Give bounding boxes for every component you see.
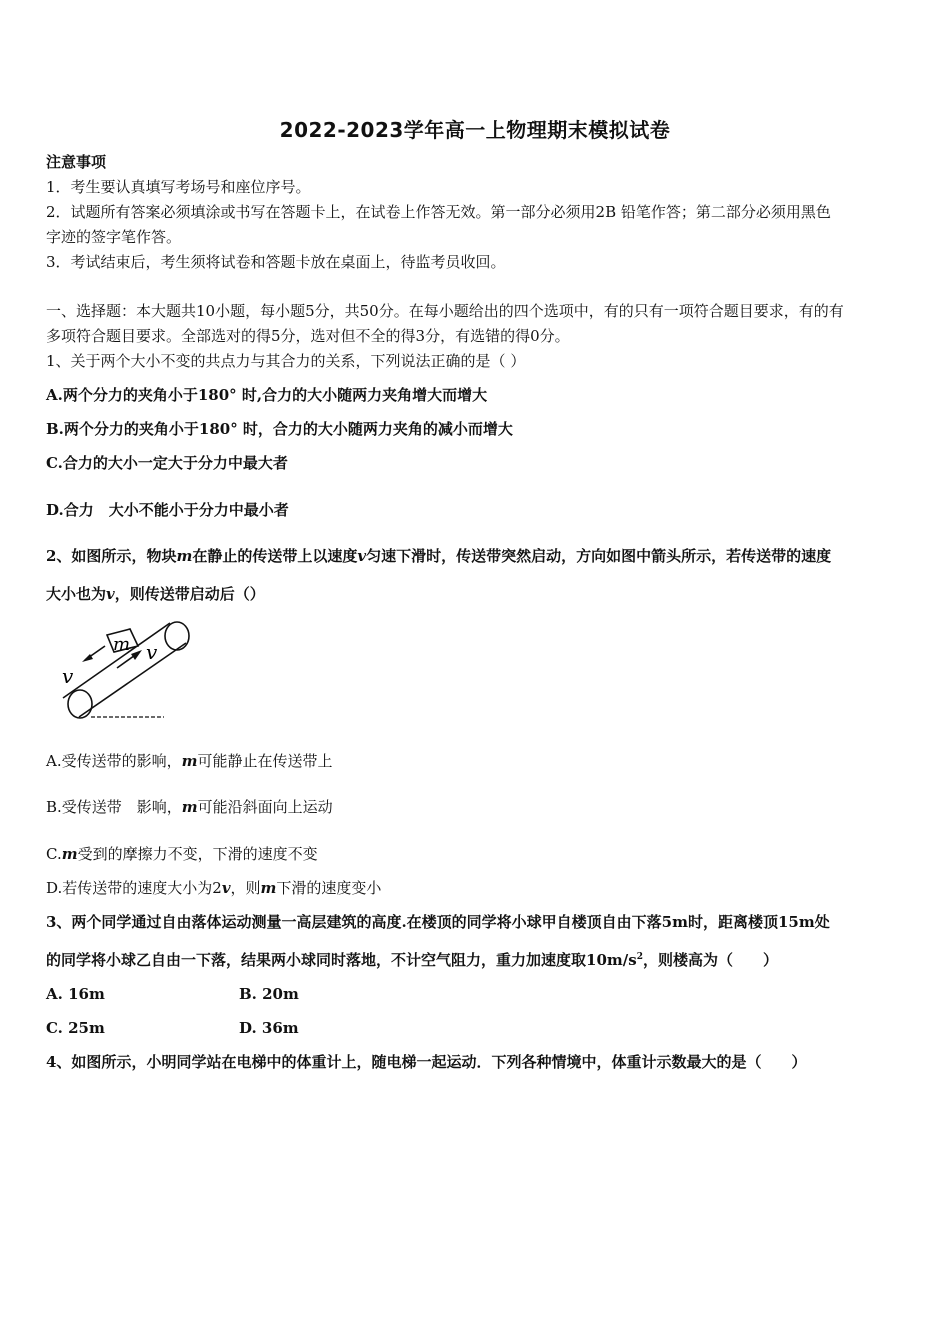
section-heading-cont: 多项符合题目要求。全部选对的得5分，选对但不全的得3分，有选错的得0分。 [46,327,570,345]
notice-item-2: 2．试题所有答案必须填涂或书写在答题卡上，在试卷上作答无效。第一部分必须用2B 铅笔作答；第二部分必须用黑色 [46,203,831,221]
lower-roller [68,690,92,718]
q1-stem: 1、关于两个大小不变的共点力与其合力的关系，下列说法正确的是（ ） [46,352,526,370]
q4-stem: 4、如图所示，小明同学站在电梯中的体重计上，随电梯一起运动．下列各种情境中，体重计示数最大的是（ ） [46,1053,807,1071]
label-m: m [113,634,131,655]
q2-option-d: D.若传送带的速度大小为2v，则m下滑的速度变小 [46,879,382,897]
q3-option-b: B. 20m [239,985,299,1003]
q3-option-c: C. 25m [46,1019,105,1037]
label-v-block: v [62,664,74,688]
q2-stem: 2、如图所示，物块m在静止的传送带上以速度v匀速下滑时，传送带突然启动，方向如图中箭头所示，若传送带的速度 [46,547,832,565]
q1-option-c: C.合力的大小一定大于分力中最大者 [46,454,288,472]
notice-item-1: 1．考生要认真填写考场号和座位序号。 [46,178,311,196]
q2-option-c: C.m受到的摩擦力不变，下滑的速度不变 [46,845,318,863]
q2-option-b: B.受传送带 影响，m可能沿斜面向上运动 [46,798,333,816]
q3-stem-cont: 的同学将小球乙自由一下落，结果两小球同时落地，不计空气阻力，重力加速度取$10m/s^2$，则楼高为（ ） [46,951,778,969]
q3-stem: 3、两个同学通过自由落体运动测量一高层建筑的高度.在楼顶的同学将小球甲自楼顶自由下落5m时，距离楼顶15m处 [46,913,830,931]
label-v-belt: v [146,640,158,664]
belt-velocity-arrowhead [131,650,142,660]
q2-option-a: A.受传送带的影响，m可能静止在传送带上 [46,752,333,770]
section-heading: 一、选择题：本大题共10小题，每小题5分，共50分。在每小题给出的四个选项中，有的只有一项符合题目要求，有的有 [46,302,844,320]
q1-option-b: B.两个分力的夹角小于180° 时，合力的大小随两力夹角的减小而增大 [46,420,513,438]
upper-roller [165,622,189,650]
notice-heading: 注意事项 [46,153,107,171]
q1-option-a: A.两个分力的夹角小于180° 时,合力的大小随两力夹角增大而增大 [46,386,488,404]
page-title: 2022-2023学年高一上物理期末模拟试卷 [279,118,671,142]
q3-option-d: D. 36m [239,1019,299,1037]
notice-item-3: 3．考试结束后，考生须将试卷和答题卡放在桌面上，待监考员收回。 [46,253,506,271]
notice-item-2-cont: 字迹的签字笔作答。 [46,228,182,246]
q3-option-a: A. 16m [46,985,105,1003]
q2-stem-cont: 大小也为v，则传送带启动后（） [46,585,265,603]
conveyor-belt-figure [58,618,198,724]
q1-option-d: D.合力 大小不能小于分力中最小者 [46,501,289,519]
